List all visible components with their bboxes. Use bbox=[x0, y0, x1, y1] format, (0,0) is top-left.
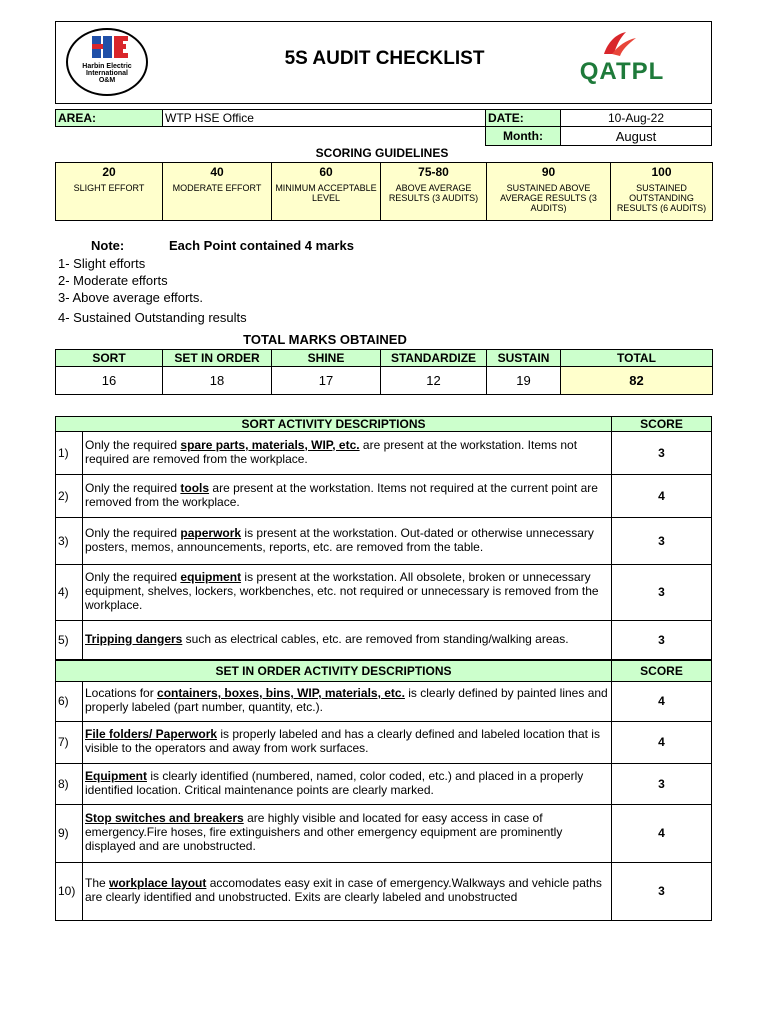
description-prefix: Only the required bbox=[85, 437, 181, 452]
activity-score: 4 bbox=[658, 826, 665, 840]
scoring-level-desc: MODERATE EFFORT bbox=[172, 183, 262, 193]
order-score-header: SCORE bbox=[611, 660, 712, 682]
row-divider bbox=[82, 682, 83, 721]
activity-score: 4 bbox=[658, 735, 665, 749]
scoring-level-desc: SUSTAINED OUTSTANDING RESULTS (6 AUDITS) bbox=[616, 183, 707, 213]
scoring-level-score: 90 bbox=[541, 165, 556, 179]
activity-number: 6) bbox=[58, 694, 69, 708]
activity-row bbox=[55, 721, 712, 764]
row-divider bbox=[82, 863, 83, 920]
description-suffix: is clearly identified (numbered, named, color coded, etc.) and placed in a properly identified location. Critical maintenance points are clearly marked. bbox=[85, 768, 584, 797]
description-keyword: containers, boxes, bins, WIP, materials, etc. bbox=[157, 686, 405, 700]
scoring-level-score: 20 bbox=[102, 165, 116, 179]
date-value: 10-Aug-22 bbox=[560, 109, 712, 127]
totals-value-3: 17 bbox=[271, 366, 381, 395]
totals-value-5: 19 bbox=[486, 366, 561, 395]
header-box bbox=[55, 21, 712, 104]
description-suffix: is present at the workstation. Out-dated or otherwise unnecessary posters, memos, announcements, reports, etc. are removed from the table. bbox=[85, 525, 594, 554]
note-label: Note: bbox=[91, 238, 125, 253]
description-keyword: File folders/ Paperwork bbox=[85, 727, 218, 741]
activity-description bbox=[85, 686, 610, 714]
note-text: Each Point contained 4 marks bbox=[169, 238, 354, 253]
activity-description bbox=[85, 811, 610, 853]
activity-description bbox=[85, 526, 610, 554]
activity-row bbox=[55, 517, 712, 565]
scoring-level-3 bbox=[271, 162, 381, 221]
description-suffix: is clearly defined by painted lines and properly labeled (part number, quantity, etc.). bbox=[85, 686, 608, 714]
date-label: DATE: bbox=[485, 109, 561, 127]
activity-number: 7) bbox=[58, 735, 69, 749]
scoring-level-desc: ABOVE AVERAGE RESULTS (3 AUDITS) bbox=[388, 183, 479, 203]
description-prefix: Only the required bbox=[85, 480, 181, 495]
totals-header-6: TOTAL bbox=[560, 349, 713, 367]
description-prefix: Only the required bbox=[85, 570, 181, 584]
totals-header-4: STANDARDIZE bbox=[380, 349, 487, 367]
logo-line-2: International bbox=[85, 70, 128, 77]
description-suffix: is properly labeled and has a clearly defined and labeled location that is visible to the operators and away from work surfaces. bbox=[85, 727, 600, 755]
note-item-4: 4- Sustained Outstanding results bbox=[58, 310, 247, 325]
description-prefix: Only the required bbox=[85, 525, 181, 540]
activity-number: 3) bbox=[58, 533, 69, 548]
scoring-level-2 bbox=[162, 162, 272, 221]
description-keyword: tools bbox=[180, 480, 210, 495]
activity-score: 4 bbox=[658, 694, 665, 708]
description-suffix: are highly visible and located for easy access in case of emergency.Fire hoses, fire extinguishers and other emergency equipment are prominently displayed and are unobstructed. bbox=[85, 811, 563, 853]
description-prefix: The bbox=[85, 876, 110, 890]
activity-row bbox=[55, 862, 712, 921]
description-suffix: such as electrical cables, etc. are removed from standing/walking areas. bbox=[182, 631, 569, 646]
description-keyword: Tripping dangers bbox=[85, 631, 183, 646]
month-value: August bbox=[560, 126, 712, 146]
scoring-level-desc: SUSTAINED ABOVE AVERAGE RESULTS (3 AUDITS) bbox=[500, 183, 597, 213]
scoring-level-5 bbox=[486, 162, 611, 221]
row-divider bbox=[82, 565, 83, 620]
description-keyword: paperwork bbox=[180, 525, 242, 540]
note-item-2: 2- Moderate efforts bbox=[58, 273, 168, 288]
activity-score: 3 bbox=[658, 776, 665, 791]
scoring-level-1 bbox=[55, 162, 163, 221]
description-suffix: is present at the workstation. All obsolete, broken or unnecessary equipment, shelves, lockers, workbenches, etc. not required or unnecessary is removed from the workplace. bbox=[85, 570, 599, 612]
totals-header-2: SET IN ORDER bbox=[162, 349, 272, 367]
totals-value-1: 16 bbox=[55, 366, 163, 395]
activity-description bbox=[85, 632, 610, 646]
description-suffix: accomodates easy exit in case of emergency.Walkways and vehicle paths are clearly identified and unobstructed. Exits are clearly labeled and unobstructed bbox=[85, 876, 602, 904]
totals-header-3: SHINE bbox=[271, 349, 381, 367]
scoring-level-desc: MINIMUM ACCEPTABLE LEVEL bbox=[275, 183, 377, 203]
activity-row bbox=[55, 431, 712, 475]
scoring-level-4 bbox=[380, 162, 487, 221]
activity-description bbox=[85, 438, 610, 466]
totals-title: TOTAL MARKS OBTAINED bbox=[243, 332, 407, 347]
row-divider bbox=[82, 518, 83, 564]
activity-number: 10) bbox=[58, 884, 76, 898]
activity-number: 8) bbox=[58, 776, 69, 791]
activity-row bbox=[55, 763, 712, 805]
order-section-title: SET IN ORDER ACTIVITY DESCRIPTIONS bbox=[55, 660, 612, 682]
activity-description bbox=[85, 769, 610, 797]
totals-value-6: 82 bbox=[560, 366, 713, 395]
description-keyword: workplace layout bbox=[109, 876, 207, 890]
activity-score: 3 bbox=[658, 632, 665, 647]
activity-row bbox=[55, 681, 712, 722]
area-value: WTP HSE Office bbox=[162, 109, 486, 127]
description-suffix: are present at the workstation. Items not required are removed from the workplace. bbox=[85, 437, 578, 466]
sort-score-header: SCORE bbox=[611, 416, 712, 432]
activity-number: 5) bbox=[58, 632, 69, 647]
row-divider bbox=[82, 722, 83, 763]
scoring-level-score: 75-80 bbox=[418, 165, 449, 179]
row-divider bbox=[82, 432, 83, 474]
activity-row bbox=[55, 620, 712, 660]
activity-number: 2) bbox=[58, 488, 69, 503]
logo-line-1: Harbin Electric bbox=[82, 63, 132, 70]
activity-number: 4) bbox=[58, 585, 69, 599]
activity-description bbox=[85, 481, 610, 509]
note-item-3: 3- Above average efforts. bbox=[58, 290, 204, 305]
activity-row bbox=[55, 564, 712, 621]
activity-number: 9) bbox=[58, 826, 69, 840]
area-label: AREA: bbox=[55, 109, 163, 127]
activity-number: 1) bbox=[58, 445, 69, 460]
description-keyword: equipment bbox=[180, 570, 242, 584]
description-suffix: are present at the workstation. Items not required at the current point are removed from the workplace. bbox=[85, 480, 598, 509]
scoring-level-6 bbox=[610, 162, 713, 221]
description-keyword: spare parts, materials, WIP, etc. bbox=[180, 437, 360, 452]
qatpl-logo bbox=[564, 28, 676, 96]
description-keyword: Equipment bbox=[85, 768, 147, 783]
activity-score: 3 bbox=[658, 445, 665, 460]
note-item-1: 1- Slight efforts bbox=[58, 256, 146, 271]
row-divider bbox=[82, 805, 83, 862]
activity-score: 4 bbox=[658, 488, 665, 503]
totals-value-4: 12 bbox=[380, 366, 487, 395]
scoring-title: SCORING GUIDELINES bbox=[315, 146, 449, 160]
totals-value-2: 18 bbox=[162, 366, 272, 395]
description-keyword: Stop switches and breakers bbox=[85, 811, 244, 825]
logo-line-3: O&M bbox=[98, 77, 116, 84]
sort-section-title: SORT ACTIVITY DESCRIPTIONS bbox=[55, 416, 612, 432]
scoring-level-score: 60 bbox=[319, 165, 333, 179]
totals-header-1: SORT bbox=[55, 349, 163, 367]
row-divider bbox=[82, 475, 83, 517]
activity-score: 3 bbox=[658, 533, 665, 548]
scoring-level-score: 100 bbox=[651, 165, 672, 179]
scoring-level-score: 40 bbox=[210, 165, 224, 179]
activity-score: 3 bbox=[658, 884, 665, 898]
row-divider bbox=[82, 621, 83, 659]
month-label: Month: bbox=[485, 126, 561, 146]
scoring-level-desc: SLIGHT EFFORT bbox=[73, 183, 145, 193]
activity-row bbox=[55, 474, 712, 518]
row-divider bbox=[82, 764, 83, 804]
totals-header-5: SUSTAIN bbox=[486, 349, 561, 367]
activity-description bbox=[85, 727, 610, 755]
activity-row bbox=[55, 804, 712, 863]
activity-description bbox=[85, 876, 610, 904]
activity-score: 3 bbox=[658, 585, 665, 599]
activity-description bbox=[85, 570, 610, 612]
qatpl-logo-text: QATPL bbox=[579, 58, 665, 85]
page-title: 5S AUDIT CHECKLIST bbox=[284, 48, 485, 69]
description-prefix: Locations for bbox=[85, 686, 158, 700]
